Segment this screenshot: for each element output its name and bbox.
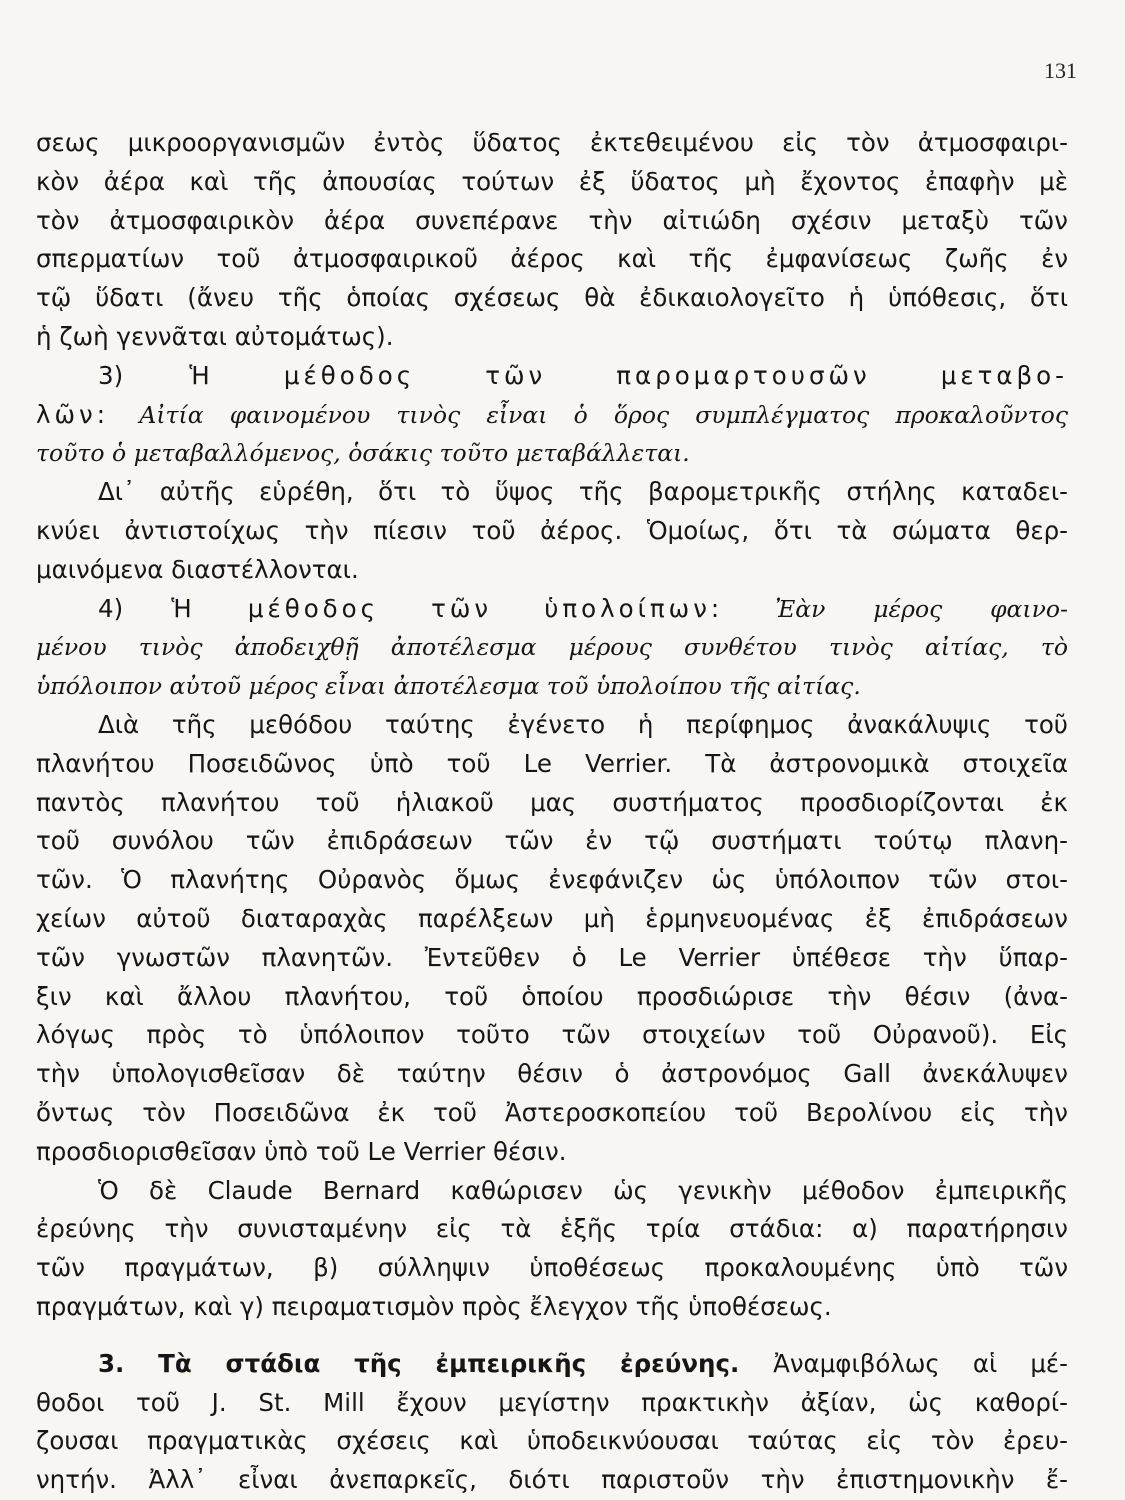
line-text: τῷ ὕδατι (ἄνευ τῆς ὁποίας σχέσεως θὰ ἐδικαιολογεῖτο ἡ ὑπόθεσις, ὅτι [36, 283, 1068, 313]
line-text: σπερματίων τοῦ ἀτμοσφαιρικοῦ ἀέρος καὶ τῆς ἐμφανίσεως ζωῆς ἐν [36, 244, 1068, 274]
line-text: ἐρεύνης τὴν συνισταμένην εἰς τὰ ἑξῆς τρία στάδια: α) παρατήρησιν [36, 1214, 1068, 1244]
text-line [36, 900, 1068, 939]
text-line [36, 1016, 1068, 1055]
line-text: νητήν. Ἀλλ᾿ εἶναι ἀνεπαρκεῖς, διότι παριστοῦν τὴν ἐπιστημονικὴν ἔ- [36, 1465, 1068, 1495]
line-text: ζουσαι πραγματικὰς σχέσεις καὶ ὑποδεικνύουσαι ταύτας εἰς τὸν ἐρευ- [36, 1426, 1068, 1456]
text-line [36, 240, 1068, 279]
line-text: τῶν. Ὁ πλανήτης Οὐρανὸς ὅμως ἐνεφάνιζεν ὡς ὑπόλοιπον τῶν στοι- [36, 865, 1068, 895]
text-line [36, 745, 1068, 784]
section-heading: 3. Τὰ στάδια τῆς ἐμπειρικῆς ἐρεύνης. [98, 1348, 774, 1378]
italic-text: τοῦτο ὁ μεταβαλλόμενος, ὁσάκις τοῦτο μεταβάλλεται. [36, 439, 690, 468]
text-line [36, 318, 1068, 357]
italic-text: ὑπόλοιπον αὐτοῦ μέρος εἶναι ἀποτέλεσμα τοῦ ὑπολοίπου τῆς αἰτίας. [36, 672, 861, 701]
text-line [36, 1384, 1068, 1423]
text-line [36, 1461, 1068, 1500]
line-text: λόγως πρὸς τὸ ὑπόλοιπον τοῦτο τῶν στοιχείων τοῦ Οὐρανοῦ). Εἰς [36, 1020, 1068, 1050]
line-text: τὸν ἀτμοσφαιρικὸν ἀέρα συνεπέρανε τὴν αἰτιώδη σχέσιν μεταξὺ τῶν [36, 205, 1068, 235]
line-text: Διὰ τῆς μεθόδου ταύτης ἐγένετο ἡ περίφημος ἀνακάλυψις τοῦ [98, 709, 1068, 739]
line-text: τῶν γνωστῶν πλανητῶν. Ἐντεῦθεν ὁ Le Verrier ὑπέθεσε τὴν ὕπαρ- [36, 942, 1068, 972]
text-line [36, 1094, 1068, 1133]
text-line [36, 1345, 1068, 1384]
text-line [36, 1172, 1068, 1211]
text-line [36, 590, 1068, 629]
line-text: ὄντως τὸν Ποσειδῶνα ἐκ τοῦ Ἀστεροσκοπείου τοῦ Βερολίνου εἰς τὴν [36, 1097, 1068, 1127]
line-text: Δι᾿ αὐτῆς εὑρέθη, ὅτι τὸ ὕψος τῆς βαρομετρικῆς στήλης καταδει- [98, 477, 1068, 507]
text-line [36, 1210, 1068, 1249]
line-text: 3) [98, 360, 190, 390]
line-text: 4) [98, 593, 172, 623]
line-text: χείων αὐτοῦ διαταραχὰς παρέλξεων μὴ ἑρμηνευομένας ἐξ ἐπιδράσεων [36, 903, 1068, 933]
text-line [36, 784, 1068, 823]
text-line [36, 1422, 1068, 1461]
line-text: σεως μικροοργανισμῶν ἐντὸς ὕδατος ἐκτεθειμένου εἰς τὸν ἀτμοσφαιρι- [36, 128, 1068, 157]
text-line [36, 939, 1068, 978]
text-line [36, 1055, 1068, 1094]
line-text: τὴν ὑπολογισθεῖσαν δὲ ταύτην θέσιν ὁ ἀστρονόμος Gall ἀνεκάλυψεν [36, 1059, 1068, 1089]
line-text: κὸν ἀέρα καὶ τῆς ἀπουσίας τούτων ἐξ ὕδατος μὴ ἔχοντος ἐπαφὴν μὲ [36, 166, 1068, 196]
text-line [36, 1249, 1068, 1288]
text-line [36, 1133, 1068, 1172]
line-text: Ἡ μέθοδος τῶν ὑπολοίπων: [171, 593, 776, 623]
line-text: πραγμάτων, καὶ γ) πειραματισμὸν πρὸς ἔλεγχον τῆς ὑποθέσεως. [36, 1291, 832, 1321]
line-text: παντὸς πλανήτου τοῦ ἡλιακοῦ μας συστήματος προσδιορίζονται ἐκ [36, 787, 1068, 817]
line-text: κνύει ἀντιστοίχως τὴν πίεσιν τοῦ ἀέρος. Ὁμοίως, ὅτι τὰ σώματα θερ- [36, 515, 1068, 545]
text-line [36, 628, 1068, 667]
line-text: Ἀναμφιβόλως αἱ μέ- [773, 1348, 1069, 1378]
text-line [36, 202, 1068, 241]
page-number: 131 [1044, 58, 1077, 83]
italic-text: Ἐὰν μέρος φαινο- [775, 594, 1068, 623]
text-line [36, 822, 1068, 861]
line-text: θοδοι τοῦ J. St. Mill ἔχουν μεγίστην πρακτικὴν ἀξίαν, ὡς καθορί- [36, 1387, 1068, 1417]
line-text: τῶν πραγμάτων, β) σύλληψιν ὑποθέσεως προκαλουμένης ὑπὸ τῶν [36, 1253, 1068, 1283]
body-text [36, 124, 1068, 1500]
text-line [36, 861, 1068, 900]
text-line [36, 706, 1068, 745]
line-text: λῶν: [36, 399, 140, 429]
text-line [36, 1288, 1068, 1327]
line-text: τοῦ συνόλου τῶν ἐπιδράσεων τῶν ἐν τῷ συστήματι τούτῳ πλανη- [36, 826, 1068, 856]
line-text: ξιν καὶ ἄλλου πλανήτου, τοῦ ὁποίου προσδιώρισε τὴν θέσιν (ἀνα- [36, 981, 1068, 1011]
italic-text: Αἰτία φαινομένου τινὸς εἶναι ὁ ὅρος συμπλέγματος προκαλοῦντος [139, 400, 1068, 429]
line-text: Ὁ δὲ Claude Bernard καθώρισεν ὡς γενικὴν μέθοδον ἐμπειρικῆς [98, 1175, 1068, 1205]
text-line [36, 396, 1068, 435]
line-text: προσδιορισθεῖσαν ὑπὸ τοῦ Le Verrier θέσιν. [36, 1136, 567, 1166]
line-text: ἡ ζωὴ γεννᾶται αὐτομάτως). [36, 321, 394, 351]
text-line [36, 978, 1068, 1017]
text-line [36, 551, 1068, 590]
text-line [36, 124, 1068, 163]
text-line [36, 434, 1068, 473]
text-line [36, 512, 1068, 551]
line-text: πλανήτου Ποσειδῶνος ὑπὸ τοῦ Le Verrier. Τὰ ἀστρονομικὰ στοιχεῖα [36, 748, 1068, 778]
text-line [36, 163, 1068, 202]
line-text: μαινόμενα διαστέλλονται. [36, 554, 359, 584]
text-line [36, 279, 1068, 318]
text-line [36, 357, 1068, 396]
section-gap [36, 1327, 1068, 1345]
italic-text: μένου τινὸς ἀποδειχθῇ ἀποτέλεσμα μέρους συνθέτου τινὸς αἰτίας, τὸ [36, 633, 1068, 662]
text-line [36, 667, 1068, 706]
text-line [36, 473, 1068, 512]
line-text: Ἡ μέθοδος τῶν παρομαρτουσῶν μεταβο- [189, 360, 1069, 390]
